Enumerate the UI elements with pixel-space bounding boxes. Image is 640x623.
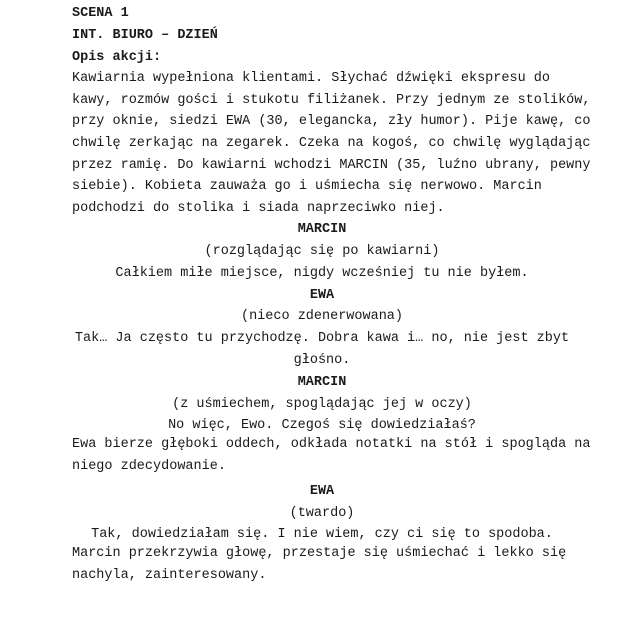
action-line: podchodzi do stolika i siada naprzeciwko niej. <box>72 201 445 217</box>
action-line: Kawiarnia wypełniona klientami. Słychać dźwięki ekspresu do <box>72 71 550 86</box>
dialogue: No więc, Ewo. Czegoś się dowiedziałaś? <box>168 418 476 433</box>
action-line: przez ramię. Do kawiarni wchodzi MARCIN (35, luźno ubrany, pewny <box>72 157 591 173</box>
action-line: siebie). Kobieta zauważa go i uśmiecha się nerwowo. Marcin <box>72 179 542 195</box>
action-paragraph <box>72 543 572 586</box>
parenthetical: (twardo) <box>289 506 355 521</box>
dialogue: Tak, dowiedziałam się. I nie wiem, czy ci się to spodoba. <box>91 527 553 542</box>
action-paragraph <box>72 68 591 220</box>
action-line: niego zdecydowanie. <box>72 458 226 474</box>
parenthetical: (nieco zdenerwowana) <box>240 309 404 324</box>
action-line: Ewa bierze głęboki oddech, odkłada notatki na stół i spogląda na <box>72 437 591 452</box>
dialogue: Tak… Ja często tu przychodzę. Dobra kawa i… no, nie jest zbyt <box>74 331 570 346</box>
character-name: EWA <box>309 484 335 499</box>
parenthetical: (rozglądając się po kawiarni) <box>204 244 440 259</box>
action-paragraph <box>72 434 591 477</box>
character-name: EWA <box>309 288 335 303</box>
scene-location: INT. BIURO – DZIEŃ <box>72 28 218 43</box>
parenthetical: (z uśmiechem, spoglądając jej w oczy) <box>172 397 472 412</box>
character-name: MARCIN <box>297 222 347 237</box>
character-name: MARCIN <box>297 375 347 390</box>
action-line: nachyla, zainteresowany. <box>72 567 267 583</box>
action-line: Marcin przekrzywia głowę, przestaje się uśmiechać i lekko się <box>72 546 567 561</box>
dialogue: głośno. <box>293 353 351 368</box>
action-line: kawy, rozmów gości i stukotu filiżanek. Przy jednym ze stolików, <box>72 92 591 108</box>
scene-heading: SCENA 1 <box>72 6 129 21</box>
action-line: przy oknie, siedzi EWA (30, elegancka, zły humor). Pije kawę, co <box>72 114 591 130</box>
action-line: chwilę zerkając na zegarek. Czeka na kogoś, co chwilę wyglądając <box>72 136 591 152</box>
dialogue: Całkiem miłe miejsce, nigdy wcześniej tu nie byłem. <box>115 266 529 281</box>
action-label: Opis akcji: <box>72 50 162 65</box>
